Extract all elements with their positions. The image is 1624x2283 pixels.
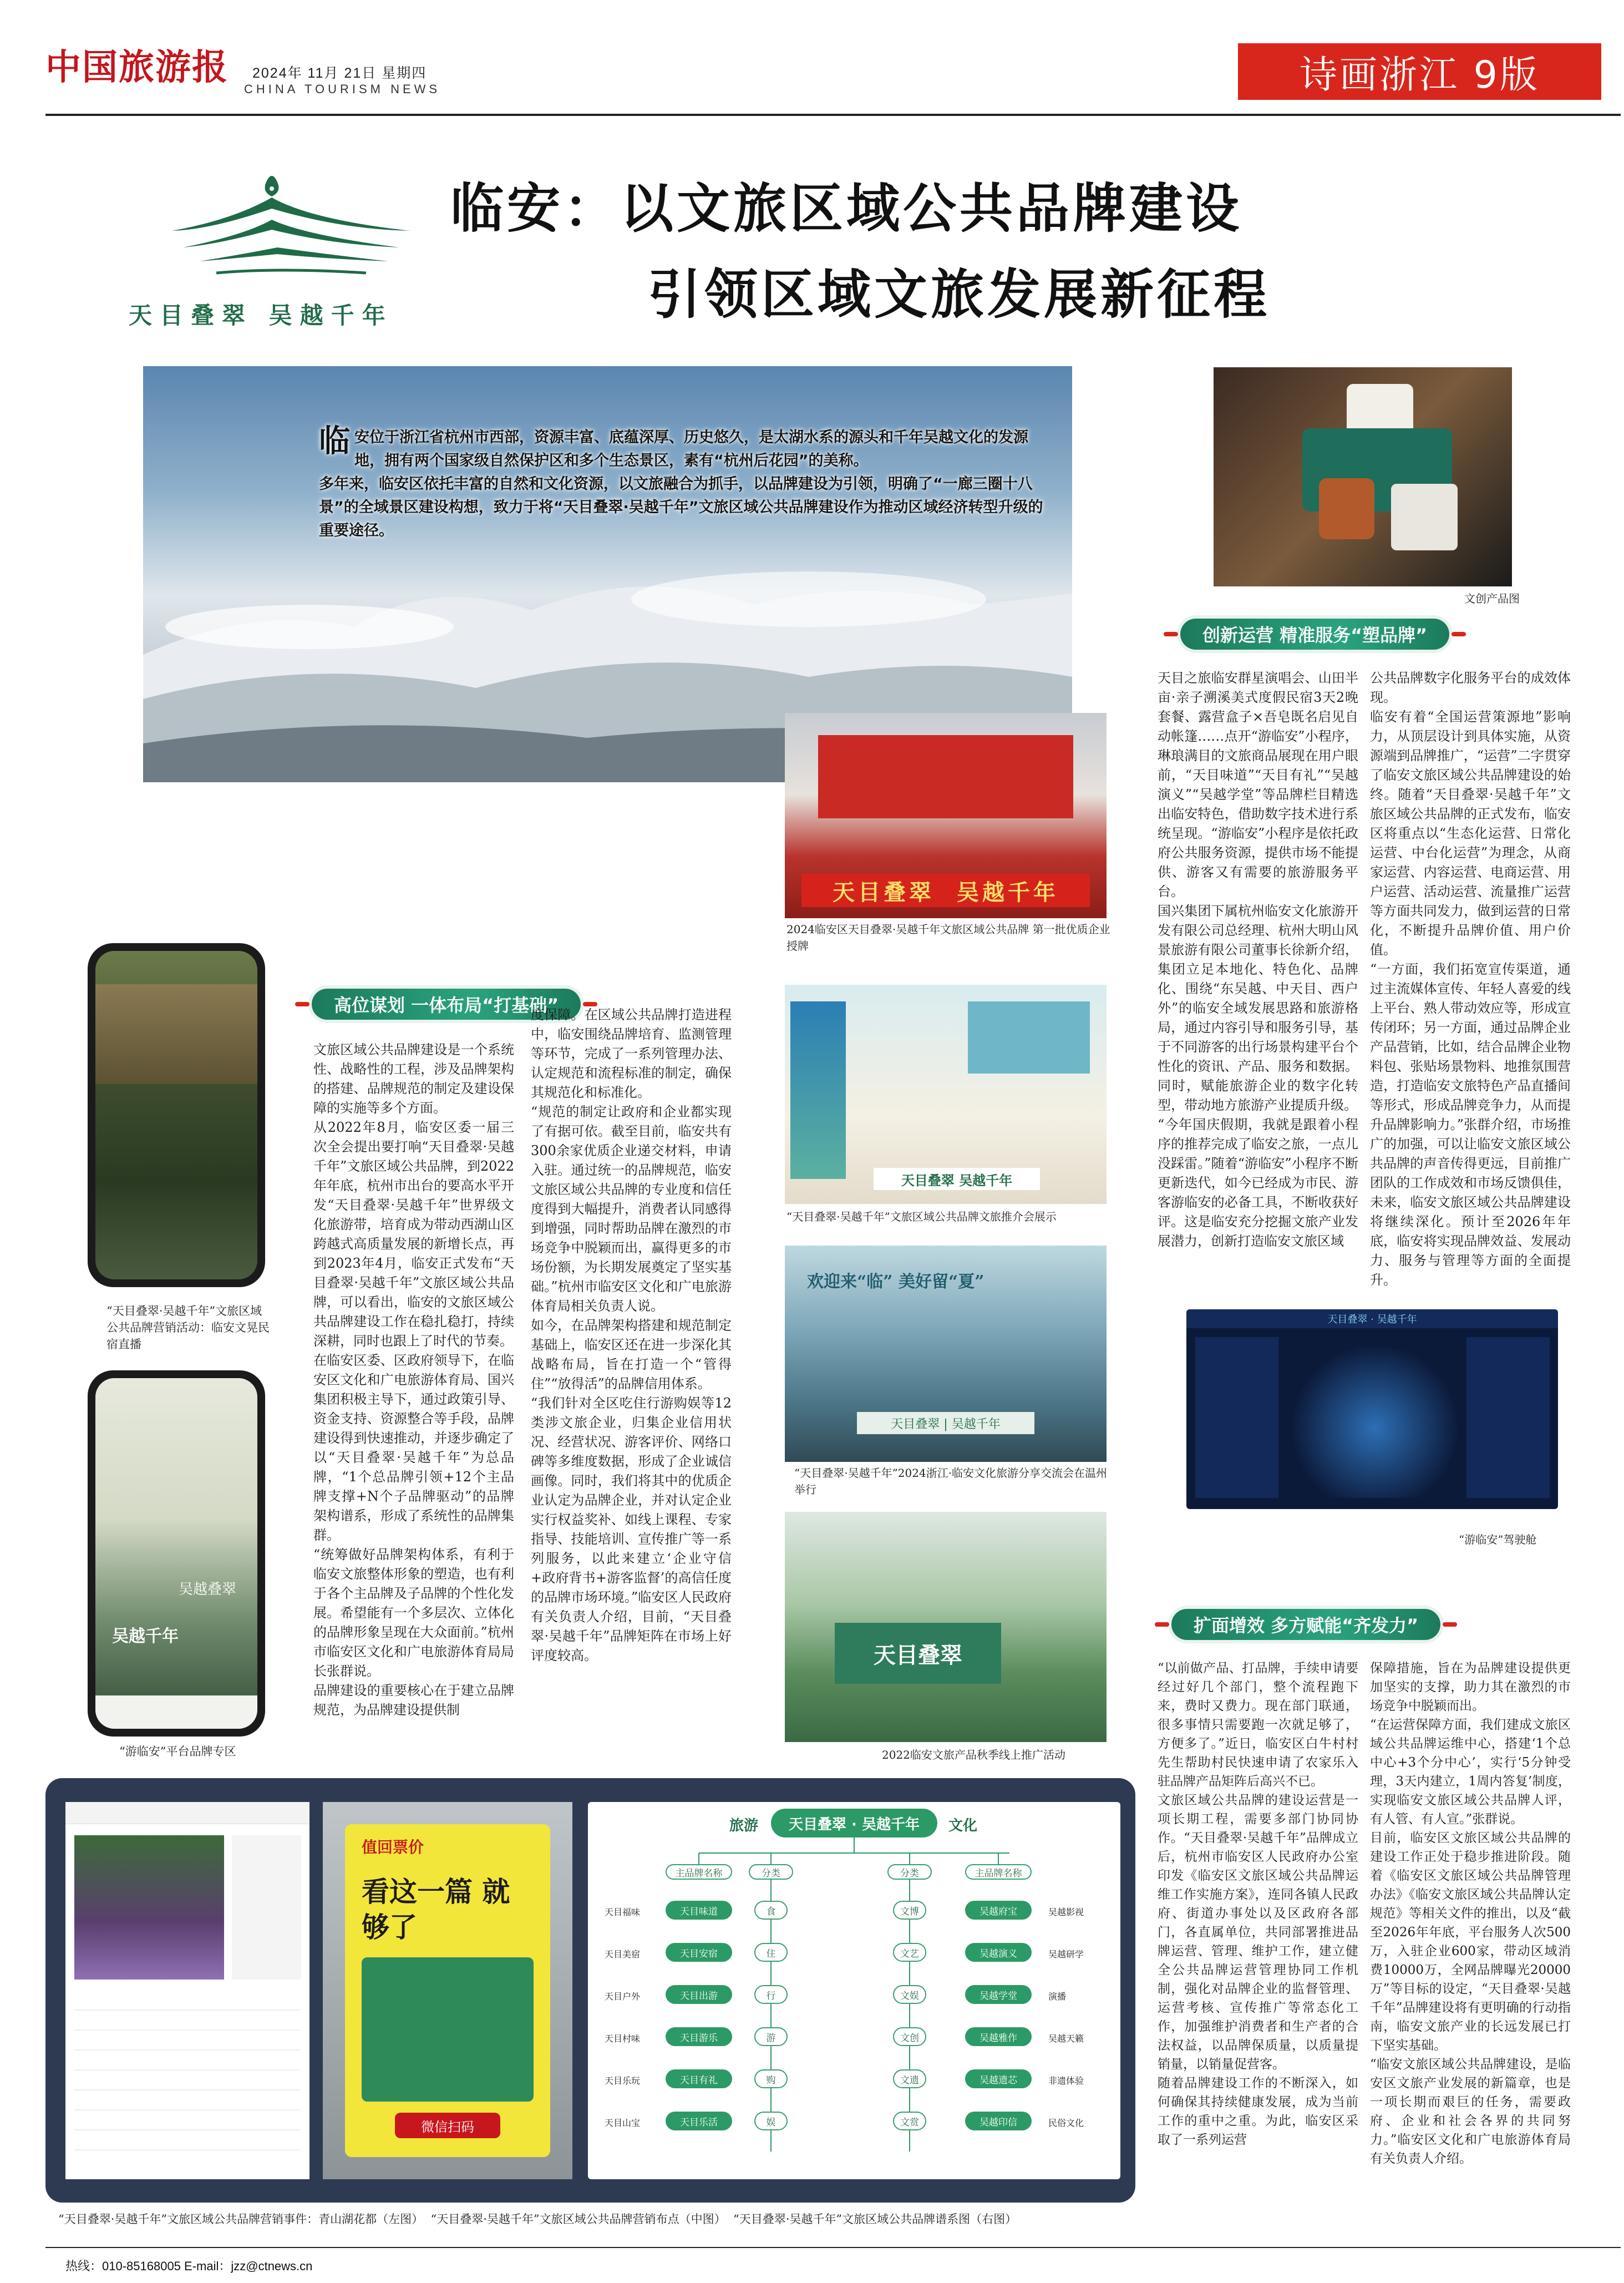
- tree-side-right: 吴越影视: [1048, 1907, 1084, 1917]
- autumn-promo-photo: [785, 1512, 1107, 1742]
- column-4: 公共品牌数字化服务平台的成效体现。 临安有着“全国运营策源地”影响力，从顶层设计到具体实施，从资源端到品牌推广，“运营”二字贯穿了临安文旅区域公共品牌建设的始终。随着“天目叠翠·吴越千年”文旅区域公共品牌的正式发布，临安区将重点以“生态化运营、日常化运营、中台化运营”为理念，从商家运营、内容运营、电商运营、用户运营、活动运营、流量推广运营等方面共同发力，做到运营的日常化，不断提升品牌价值、用户价值。 “一方面，我们拓宽宣传渠道，通过主流媒体宣传、年轻人喜爱的线上平台、熟人带动效应等，形成宣传闭环；另一方面，通过品牌企业产品营销，比如，结合品牌企业物料包、张贴场景物料、地推氛围营造，打造临安文旅特色产品直播间等形式，形成品牌竞争力，从而提升品牌影响力。”张群介绍，市场推广的加强，可以让临安文旅区域公共品牌的声音传得更远，目前推广团队的工作成效和市场反馈俱佳，未来，临安文旅区域公共品牌建设将继续深化。预计至2026年年底，临安将实现品牌效益、发展动力、服务与管理等方面的全面提升。: [1370, 670, 1571, 1288]
- brand-tree-diagram: [588, 1802, 1120, 2179]
- tree-side-right: 非遗体验: [1048, 2076, 1084, 2086]
- stage-banner: [801, 874, 1090, 907]
- tree-left-label: 旅游: [729, 1818, 759, 1834]
- brand-mountain-logo: [166, 164, 416, 297]
- tree-cat-right: 文赏: [893, 2112, 926, 2130]
- masthead-subtitle: CHINA TOURISM NEWS: [244, 82, 441, 96]
- hydrangea-boat-photo: [74, 1835, 224, 1980]
- tree-left-node: 天目有礼: [666, 2069, 732, 2088]
- cockpit-dashboard: [1186, 1309, 1558, 1509]
- tree-cat-left: 食: [754, 1901, 788, 1920]
- tree-right-node: 吴越雅作: [965, 2027, 1032, 2046]
- poster-photo: [323, 1802, 572, 2179]
- tree-left-node: 天目味道: [666, 1901, 732, 1920]
- lead-paragraph: [319, 423, 1051, 543]
- issue-date: 2024年 11月 21日 星期四: [252, 65, 427, 81]
- web-sidebar: [232, 1835, 301, 1980]
- web-page-screenshot: [65, 1802, 309, 2179]
- column-6: 保障措施，旨在为品牌建设提供更加坚实的支撑，助力其在激烈的市场竞争中脱颖而出。 “在运营保障方面，我们建成文旅区域公共品牌运维中心，搭建‘1个总中心+3个分中心’，实行‘5分钟受理，3天内建立，1周内答复’制度，实现临安文旅区域公共品牌人评，有人管、有人宣。”张群说。 目前，临安区文旅区域公共品牌的建设工作正处于稳步推进阶段。随着《临安区文旅区域公共品牌管理办法》《临安文旅区域公共品牌认定规范》等相关文件的推出，以及“截至2026年年底，平台服务人次500万，入驻企业600家，带动区域消费10000万，全网品牌曝光20000万”等目标的设定，“天目叠翠·吴越千年”品牌建设将有更明确的行动指南，临安文旅产业的长远发展已打下坚实基础。 “临安文旅区域公共品牌建设，是临安区文旅产业发展的新篇章，也是一项长期而艰巨的任务，需要政府、企业和社会各界的共同努力。”临安区文化和广电旅游体育局有关负责人介绍。: [1370, 1661, 1571, 2166]
- mug-cream: [1391, 484, 1458, 550]
- caption-expo: “天目叠翠·吴越千年”文旅区域公共品牌文旅推介会展示: [786, 1210, 1057, 1223]
- lead-text: 安位于浙江省杭州市西部，资源丰富、底蕴深厚、历史悠久，是太湖水系的源头和千年吴越文化的发源地，拥有两个国家级自然保护区和多个生态景区，素有“杭州后花园”的美称。 多年来，临安区依托丰富的自然和文化资源，以文旅融合为抓手，以品牌建设为引领，明确了“一廊三圈十八景”的全域景区建设构想，致力于将“天目叠翠·吴越千年”文旅区域公共品牌建设作为推动区域经济转型升级的重要途径。: [319, 429, 1043, 539]
- tree-side-left: 天目福味: [605, 1907, 641, 1917]
- tree-right-node: 吴越遗芯: [965, 2069, 1032, 2088]
- headline-line2: 引领区域文旅发展新征程: [648, 263, 1270, 326]
- platform-screen: [95, 1378, 257, 1729]
- tree-right-node: 吴越学堂: [965, 1985, 1032, 2004]
- column-3: 天目之旅临安群星演唱会、山田半亩·亲子溯溪美式度假民宿3天2晚套餐、露营盒子×吾皂既名启见自动帐篷……点开“游临安”小程序，琳琅满目的文旅商品展现在用户眼前，“天目味道”“天目有礼”“吴越演义”“吴越学堂”等品牌栏目精选出临安特色，借助数字技术进行系统呈现。“游临安”小程序是依托政府公共服务资源，提供市场不能提供、游客又有需要的旅游服务平台。 国兴集团下属杭州临安文化旅游开发有限公司总经理、杭州大明山风景旅游有限公司董事长徐新介绍，集团立足本地化、特色化、品牌化、围绕“东吴越、中天目、西户外”的临安全域发展思路和旅游格局，通过内容引导和服务引导，基于不同游客的出行场景构建平台个性化的资讯、产品、服务和数据。同时，赋能旅游企业的数字化转型，带动地方旅游产业提质升级。 “今年国庆假期，我就是跟着小程序的推荐完成了临安之旅，一点儿没踩雷。”随着“游临安”小程序不断更新迭代，如今已经成为市民、游客游临安的必备工具，不断收获好评。这是临安充分挖掘文旅产业发展潜力，创新打造临安文旅区域: [1158, 670, 1358, 1249]
- tree-cat-left: 购: [754, 2069, 788, 2088]
- tree-cat-right: 文博: [893, 1901, 926, 1920]
- tree-side-left: 天目村味: [605, 2033, 641, 2044]
- section-header-3: 扩面增效 多方赋能“齐发力”: [1171, 1609, 1440, 1640]
- stage-banner-right: 吴越千年: [956, 879, 1059, 905]
- caption-cockpit: “游临安”驾驶舱: [1459, 1533, 1537, 1546]
- caption-product: 文创产品图: [1464, 592, 1520, 605]
- tree-cat-right: 文艺: [893, 1943, 926, 1962]
- welcome-banner: 欢迎来“临” 美好留“夏”: [807, 1272, 984, 1292]
- headline-line1: 临安：以文旅区域公共品牌建设: [450, 177, 1242, 240]
- column-1: 文旅区域公共品牌建设是一个系统性、战略性的工程，涉及品牌架构的搭建、品牌规范的制定及建设保障的实施等多个方面。 从2022年8月，临安区委一届三次全会提出要打响“天目叠翠·吴越千年”文旅区域公共品牌，到2022年年底，杭州市出台的要高水平开发“天目叠翠·吴越千年”世界级文化旅游带，培育成为带动西湖山区跨越式高质量发展的新增长点，再到2023年4月，临安正式发布“天目叠翠·吴越千年”文旅区域公共品牌，可以看出，临安的文旅区域公共品牌建设工作在稳扎稳打，持续深耕，同时也跟上了时代的节奏。 在临安区委、区政府领导下，在临安区文化和广电旅游体育局、国兴集团积极主导下，通过政策引导、资金支持、资源整合等手段，品牌建设得到快速推动，并逐步确定了以“天目叠翠·吴越千年”为总品牌，“1个总品牌引领+12个主品牌支撑+N个子品牌驱动”的品牌架构谱系，形成了系统性的品牌集群。 “统筹做好品牌架构体系，有利于临安文旅整体形象的塑造，也有利于各个主品牌及子品牌的个性化发展。希望能有一个多层次、立体化的品牌形象呈现在大众面前。”杭州市临安区文化和广电旅游体育局局长张群说。 品牌建设的重要核心在于建立品牌规范，为品牌建设提供制: [313, 1042, 514, 1718]
- tree-cat-left: 娱: [754, 2112, 788, 2130]
- poster-menu: [362, 1957, 534, 2102]
- stage-backdrop: [818, 735, 1073, 818]
- footer-rule: [45, 2247, 1621, 2248]
- autumn-brand-banner: [835, 1623, 1001, 1684]
- stage-banner-left: 天目叠翠: [833, 879, 935, 905]
- tree-side-left: 天目山宝: [605, 2118, 641, 2128]
- display-screen: [968, 1001, 1090, 1074]
- section-header-1: 高位谋划 一体布局“打基础”: [312, 989, 581, 1020]
- livestream-screen: [95, 951, 257, 1279]
- tree-left-node: 天目安宿: [666, 1943, 732, 1962]
- thatched-roof: [95, 984, 257, 1084]
- tree-right-node: 吴越印信: [965, 2112, 1032, 2130]
- tree-side-right: 演播: [1048, 1991, 1067, 2002]
- tree-side-right: 民俗文化: [1048, 2118, 1084, 2128]
- tree-cat-right: 文遗: [893, 2069, 926, 2088]
- tree-right-label: 文化: [948, 1818, 978, 1834]
- poster-wechat-button: 微信扫码: [395, 2113, 500, 2138]
- caption-launch: 2024临安区天目叠翠·吴越千年文旅区域公共品牌 第一批优质企业授牌: [786, 923, 1110, 953]
- masthead-rule: [45, 114, 1621, 116]
- tree-side-left: 天目户外: [605, 1991, 641, 2002]
- tree-right-node: 吴越府宝: [965, 1901, 1032, 1920]
- column-2: 度保障。在区域公共品牌打造进程中，临安围绕品牌培育、监测管理等环节，完成了一系列管理办法、认定规范和流程标准的制定，确保其规范化和标准化。 “规范的制定让政府和企业都实现了有据可依。截至目前，临安共有300余家优质企业递交材料，申请入驻。通过统一的品牌规范，临安文旅区域公共品牌的专业度和信任度得到大幅提升，消费者认同感得到增强，同时帮助品牌在激烈的市场竞争中脱颖而出，赢得更多的市场份额，为长期发展奠定了坚实基础。”杭州市临安区文化和广电旅游体育局相关负责人说。 如今，在品牌架构搭建和规范制定基础上，临安区还在进一步深化其战略布局，旨在打造一个“管得住”“放得活”的品牌信用体系。 “我们针对全区吃住行游购娱等12类涉文旅企业，归集企业信用状况、经营状况、游客评价、网络口碑等多维度数据，形成了企业诚信画像。同时，我们将其中的优质企业认定为品牌企业，并对认定企业实行权益奖补、如线上课程、专家指导、技能培训、宣传推广等一系列服务，以此来建立‘企业守信+政府背书+游客监督’的高信任度的品牌市场环境。”临安区人民政府有关负责人介绍，目前，“天目叠翠·吴越千年”品牌矩阵在市场上好评度较高。: [531, 1007, 732, 1663]
- web-header: [65, 1802, 309, 1824]
- autumn-banner-text: 天目叠翠: [874, 1642, 962, 1668]
- expo-photo: [785, 985, 1107, 1204]
- tree-root-node: 天目叠翠 · 吴越千年: [771, 1809, 937, 1837]
- phone-livestream: [88, 943, 265, 1287]
- tree-header-cat-left: 分类: [749, 1864, 793, 1880]
- edition-badge: 诗画浙江 9版: [1238, 43, 1601, 100]
- wenzhou-banner: 天目叠翠 | 吴越千年: [857, 1412, 1034, 1434]
- lead-drop-cap: 临: [319, 423, 350, 459]
- product-photo: [1214, 367, 1512, 586]
- tree-cat-right: 文创: [893, 2027, 926, 2046]
- caption-platform: “游临安”平台品牌专区: [119, 1745, 236, 1758]
- caption-bottom: “天目叠翠·吴越千年”文旅区域公共品牌营销事件：青山湖花都（左图） “天目叠翠·吴越千年”文旅区域公共品牌营销布点（中图） “天目叠翠·吴越千年”文旅区域公共品牌谱系图（右图）: [58, 2213, 1017, 2226]
- tree-header-cat-right: 分类: [887, 1864, 932, 1880]
- tree-cat-left: 行: [754, 1985, 788, 2004]
- mug-orange: [1319, 478, 1374, 539]
- phone-platform: [88, 1370, 265, 1737]
- tree-side-right: 吴越天籁: [1048, 2033, 1084, 2044]
- tree-side-left: 天目乐玩: [605, 2076, 641, 2086]
- footer-hotline: 热线：010-85168005 E-mail：jzz@ctnews.cn: [65, 2259, 313, 2273]
- tree-left-node: 天目游乐: [666, 2027, 732, 2046]
- tree-right-node: 吴越演义: [965, 1943, 1032, 1962]
- phone2-subtitle: 吴越叠翠: [179, 1581, 237, 1598]
- display-banner-blue: [790, 1001, 846, 1179]
- web-article-list: [74, 1991, 301, 2168]
- caption-wenzhou: “天目叠翠·吴越千年”2024浙江·临安文化旅游分享交流会在温州举行: [794, 1466, 1108, 1496]
- wenzhou-event-photo: [785, 1246, 1107, 1462]
- tree-header-brand-right: 主品牌名称: [965, 1864, 1032, 1880]
- tab-bar: [95, 1695, 257, 1729]
- column-5: “以前做产品、打品牌，手续申请要经过好几个部门，整个流程跑下来，费时又费力。现在部门联通，很多事情只需要跑一次就足够了，方便多了。”近日，临安区白牛村村先生帮助村民快速申请了农家乐入驻品牌产品矩阵后高兴不已。 文旅区域公共品牌的建设运营是一项长期工程，需要多部门协同协作。“天目叠翠·吴越千年”品牌成立后，杭州市临安区人民政府办公室印发《临安区文旅区域公共品牌运维工作实施方案》，连同各镇人民政府、街道办事处以及区政府各部门，各直属单位，共同部署推进品牌运营、管理、维护工作，建立健全公共品牌运营管理协同工作机制，强化对品牌企业的监督管理、运营考核、宣传推广等常态化工作，加强维护消费者和生产者的合法权益，以品牌保质量，以质量提销量，以销量促营客。 随着品牌建设工作的不断深入，如何确保其持续健康发展，成为当前工作的重中之重。为此，临安区采取了一系列运营: [1158, 1661, 1358, 2147]
- caption-autumn: 2022临安文旅产品秋季线上推广活动: [882, 1748, 1065, 1761]
- launch-ceremony-photo: [785, 713, 1107, 918]
- phone2-title: 吴越千年: [112, 1627, 179, 1646]
- tree-cat-left: 游: [754, 2027, 788, 2046]
- cockpit-title: 天目叠翠 · 吴越千年: [1186, 1309, 1558, 1328]
- tree-cat-left: 住: [754, 1943, 788, 1962]
- caption-livestream: “天目叠翠·吴越千年”文旅区域公共品牌营销活动：临安文晃民宿直播: [106, 1304, 270, 1351]
- section-header-2: 创新运营 精准服务“塑品牌”: [1180, 619, 1449, 650]
- tree-left-node: 天目乐活: [666, 2112, 732, 2130]
- cockpit-right-panel: [1466, 1337, 1550, 1498]
- poster-headline: 看这一篇 就够了: [362, 1875, 510, 1943]
- tree-header-brand-left: 主品牌名称: [666, 1864, 732, 1880]
- masthead-logo: 中国旅游报: [45, 47, 229, 88]
- brand-slogan: 天目叠翠 吴越千年: [129, 302, 393, 329]
- expo-sign: 天目叠翠 吴越千年: [874, 1168, 1040, 1190]
- cockpit-left-panel: [1195, 1337, 1278, 1498]
- tree-side-left: 天目美宿: [605, 1949, 641, 1960]
- poster-top-label: 值回票价: [362, 1838, 424, 1856]
- tree-left-node: 天目出游: [666, 1985, 732, 2004]
- tree-cat-right: 文娱: [893, 1985, 926, 2004]
- tree-side-right: 吴越研学: [1048, 1949, 1084, 1960]
- poster-board: [345, 1824, 550, 2157]
- cockpit-map: [1292, 1343, 1458, 1498]
- mug-white: [1347, 384, 1413, 434]
